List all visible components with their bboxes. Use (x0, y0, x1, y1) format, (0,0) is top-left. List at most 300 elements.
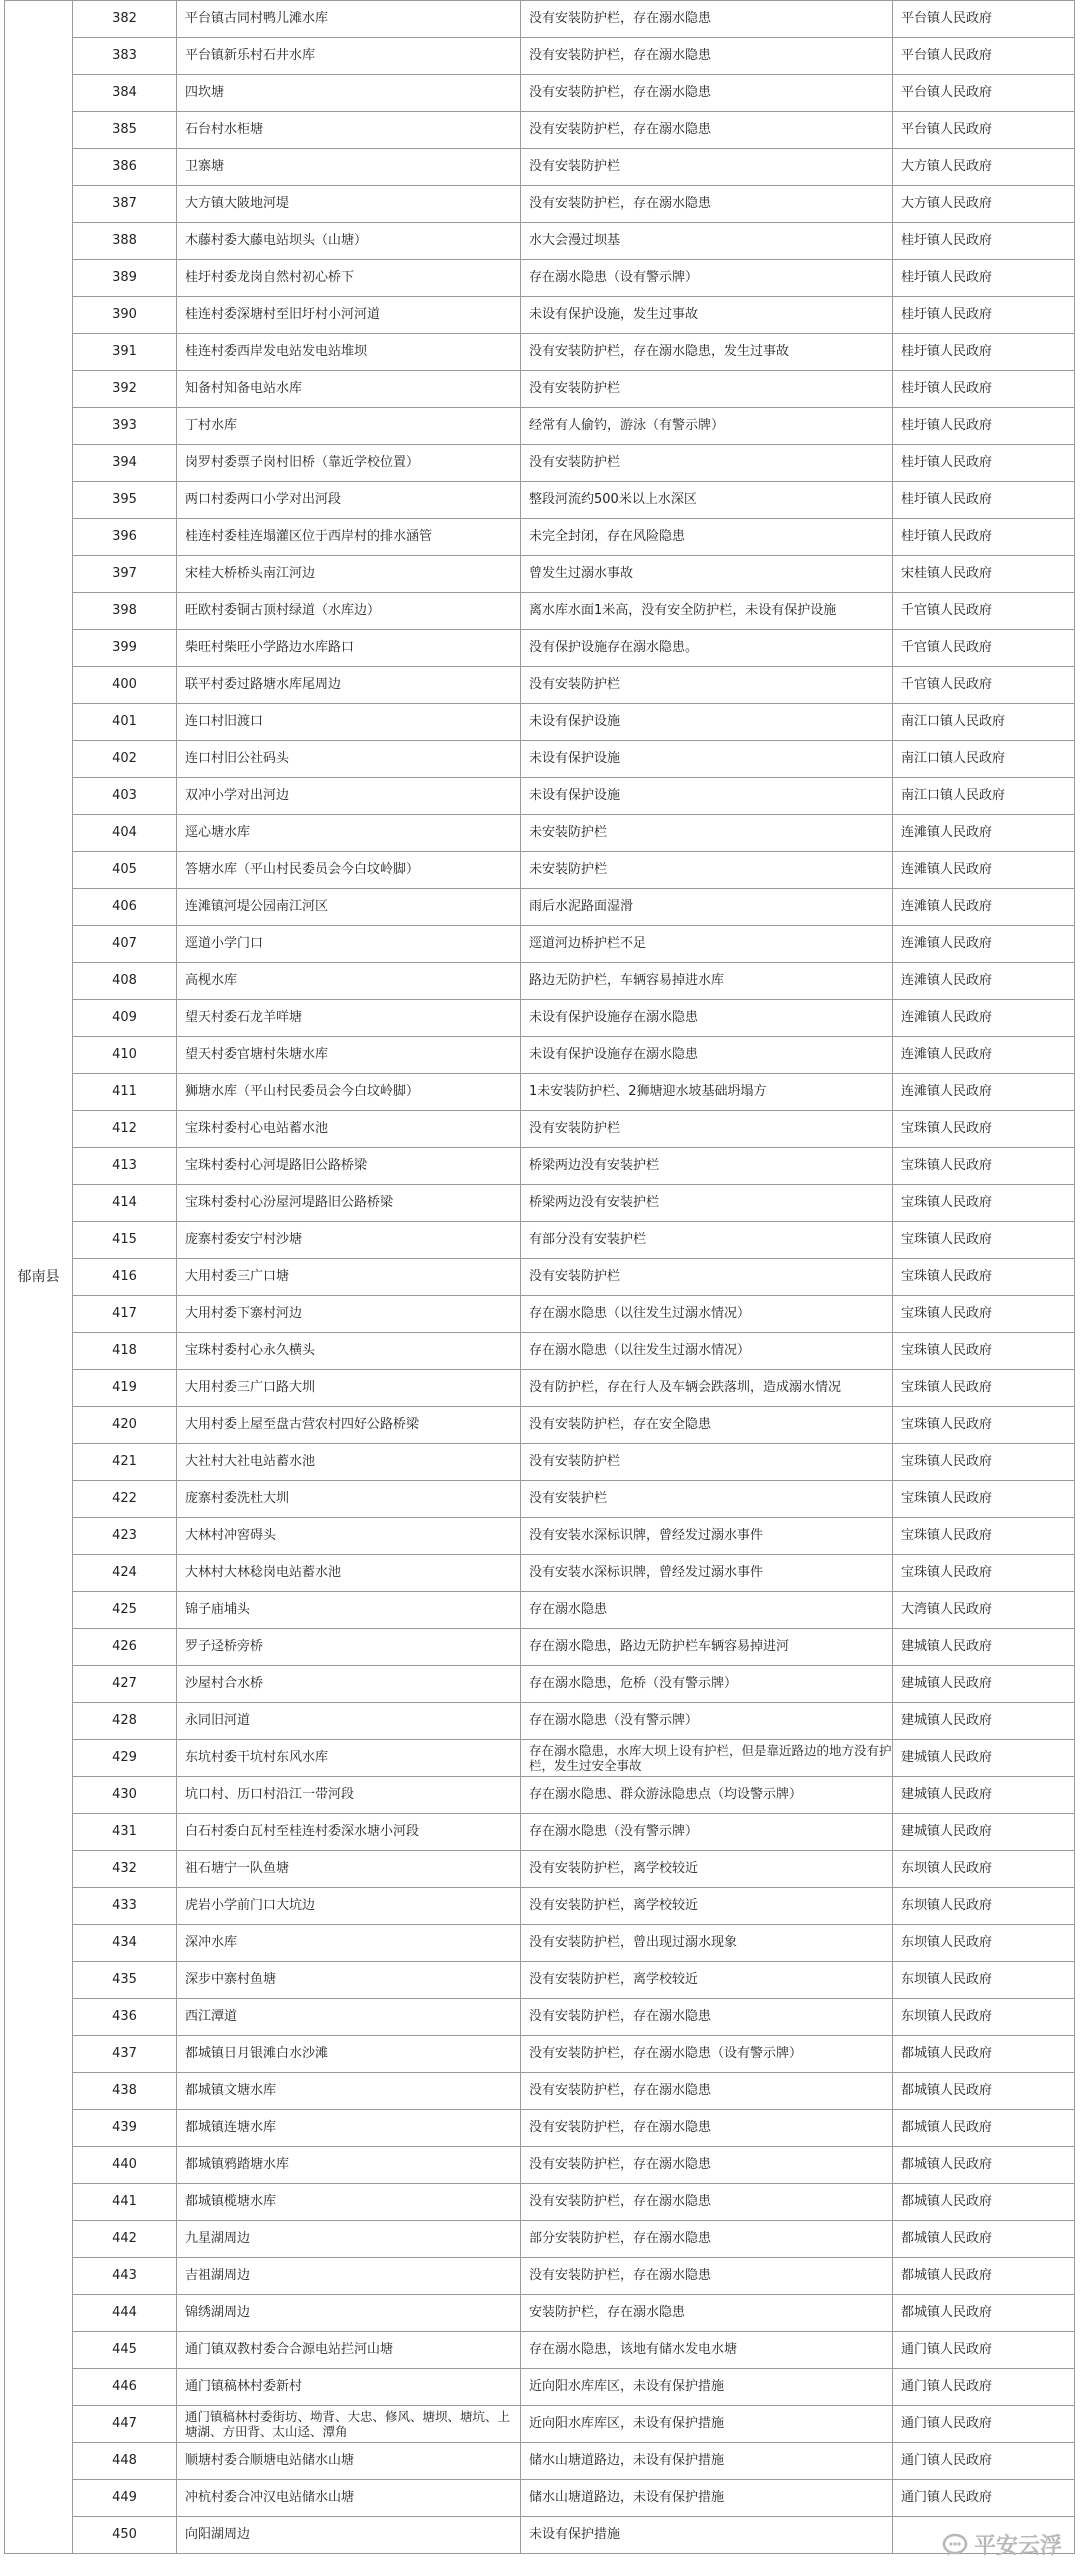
row-number: 444 (73, 2295, 177, 2332)
table-row (5, 1481, 1075, 1518)
table-row (5, 1370, 1075, 1407)
row-number: 413 (73, 1148, 177, 1185)
location-cell: 冲杭村委合冲汉电站储水山塘 (177, 2480, 521, 2517)
table-row (5, 1592, 1075, 1629)
row-number: 401 (73, 704, 177, 741)
location-cell: 卫寨塘 (177, 149, 521, 186)
location-cell: 大用村委下寨村河边 (177, 1296, 521, 1333)
table-row (5, 704, 1075, 741)
row-number: 441 (73, 2184, 177, 2221)
authority-cell: 通门镇人民政府 (893, 2406, 1075, 2443)
table-row (5, 2443, 1075, 2480)
table-row (5, 2184, 1075, 2221)
location-cell: 桂连村委深塘村至旧圩村小河河道 (177, 297, 521, 334)
authority-cell: 都城镇人民政府 (893, 2184, 1075, 2221)
row-number: 384 (73, 75, 177, 112)
location-cell: 吉祖湖周边 (177, 2258, 521, 2295)
authority-cell: 千官镇人民政府 (893, 667, 1075, 704)
table-row (5, 2258, 1075, 2295)
table-row (5, 2036, 1075, 2073)
table-row (5, 75, 1075, 112)
hazard-cell: 没有安装防护栏，存在溺水隐患 (521, 2073, 893, 2110)
location-cell: 东坑村委干坑村东风水库 (177, 1740, 521, 1777)
authority-cell: 连滩镇人民政府 (893, 1000, 1075, 1037)
table-row (5, 741, 1075, 778)
location-cell: 丁村水库 (177, 408, 521, 445)
authority-cell: 大方镇人民政府 (893, 149, 1075, 186)
hazard-cell: 未设有保护设施，发生过事故 (521, 297, 893, 334)
row-number: 386 (73, 149, 177, 186)
hazard-cell: 没有安装防护栏 (521, 1444, 893, 1481)
authority-cell: 通门镇人民政府 (893, 2332, 1075, 2369)
hazard-cell: 没有安装水深标识牌，曾经发过溺水事件 (521, 1518, 893, 1555)
location-cell: 逕道小学门口 (177, 926, 521, 963)
table-row (5, 297, 1075, 334)
location-cell: 沙屋村合水桥 (177, 1666, 521, 1703)
authority-cell: 都城镇人民政府 (893, 2110, 1075, 2147)
authority-cell: 平台镇人民政府 (893, 1, 1075, 38)
location-cell: 深步中寨村鱼塘 (177, 1962, 521, 1999)
table-row (5, 519, 1075, 556)
hazard-cell: 没有安装防护栏，存在溺水隐患 (521, 112, 893, 149)
table-row (5, 1222, 1075, 1259)
location-cell: 木藤村委大藤电站坝头（山塘） (177, 223, 521, 260)
hazard-cell: 经常有人偷钓，游泳（有警示牌） (521, 408, 893, 445)
row-number: 391 (73, 334, 177, 371)
authority-cell: 东坝镇人民政府 (893, 1888, 1075, 1925)
location-cell: 桂连村委西岸发电站发电站堆坝 (177, 334, 521, 371)
hazard-cell: 没有安装防护栏，离学校较近 (521, 1962, 893, 1999)
row-number: 423 (73, 1518, 177, 1555)
row-number: 421 (73, 1444, 177, 1481)
hazard-cell: 近向阳水库库区，未设有保护措施 (521, 2369, 893, 2406)
authority-cell: 东坝镇人民政府 (893, 1962, 1075, 1999)
hazard-cell: 有部分没有安装护栏 (521, 1222, 893, 1259)
location-cell: 宋桂大桥桥头南江河边 (177, 556, 521, 593)
table-row (5, 1925, 1075, 1962)
authority-cell: 建城镇人民政府 (893, 1777, 1075, 1814)
location-cell: 高枧水库 (177, 963, 521, 1000)
authority-cell: 连滩镇人民政府 (893, 815, 1075, 852)
authority-cell: 都城镇人民政府 (893, 2073, 1075, 2110)
row-number: 437 (73, 2036, 177, 2073)
row-number: 425 (73, 1592, 177, 1629)
table-row (5, 1518, 1075, 1555)
hazard-cell: 未设有保护设施存在溺水隐患 (521, 1000, 893, 1037)
table-row (5, 1111, 1075, 1148)
table-row (5, 1444, 1075, 1481)
authority-cell: 桂圩镇人民政府 (893, 334, 1075, 371)
location-cell: 宝珠村委村心电站蓄水池 (177, 1111, 521, 1148)
authority-cell: 宝珠镇人民政府 (893, 1370, 1075, 1407)
row-number: 433 (73, 1888, 177, 1925)
wechat-bubble-icon (942, 2532, 968, 2558)
authority-cell: 连滩镇人民政府 (893, 926, 1075, 963)
authority-cell: 平台镇人民政府 (893, 75, 1075, 112)
row-number: 436 (73, 1999, 177, 2036)
row-number: 408 (73, 963, 177, 1000)
authority-cell: 南江口镇人民政府 (893, 778, 1075, 815)
hazard-cell: 没有安装防护栏，存在溺水隐患 (521, 38, 893, 75)
hazard-cell: 没有安装防护栏 (521, 149, 893, 186)
authority-cell: 东坝镇人民政府 (893, 1999, 1075, 2036)
row-number: 404 (73, 815, 177, 852)
table-body (5, 1, 1075, 2554)
authority-cell: 宝珠镇人民政府 (893, 1518, 1075, 1555)
table-row (5, 2295, 1075, 2332)
authority-cell: 连滩镇人民政府 (893, 1037, 1075, 1074)
authority-cell: 平台镇人民政府 (893, 38, 1075, 75)
table-row (5, 1888, 1075, 1925)
authority-cell: 宝珠镇人民政府 (893, 1148, 1075, 1185)
table-row (5, 852, 1075, 889)
row-number: 428 (73, 1703, 177, 1740)
table-row (5, 223, 1075, 260)
hazard-cell: 储水山塘道路边，未设有保护措施 (521, 2443, 893, 2480)
county-cell: 郁南县 (5, 1, 73, 2554)
row-number: 396 (73, 519, 177, 556)
table-row (5, 1259, 1075, 1296)
authority-cell: 大方镇人民政府 (893, 186, 1075, 223)
table-row (5, 2073, 1075, 2110)
authority-cell: 千官镇人民政府 (893, 593, 1075, 630)
authority-cell: 大湾镇人民政府 (893, 1592, 1075, 1629)
table-row (5, 963, 1075, 1000)
hazard-cell: 没有安装防护栏，存在溺水隐患 (521, 2110, 893, 2147)
authority-cell: 宝珠镇人民政府 (893, 1111, 1075, 1148)
hazard-cell: 未设有保护措施 (521, 2517, 893, 2554)
row-number: 440 (73, 2147, 177, 2184)
row-number: 383 (73, 38, 177, 75)
hazard-cell: 水大会漫过坝基 (521, 223, 893, 260)
location-cell: 望天村委石龙羊咩塘 (177, 1000, 521, 1037)
hazard-cell: 未设有保护设施 (521, 704, 893, 741)
location-cell: 锦绣湖周边 (177, 2295, 521, 2332)
hazard-cell: 雨后水泥路面湿滑 (521, 889, 893, 926)
hazard-cell: 没有安装防护栏，存在安全隐患 (521, 1407, 893, 1444)
table-row (5, 630, 1075, 667)
row-number: 412 (73, 1111, 177, 1148)
hazard-cell: 逕道河边桥护栏不足 (521, 926, 893, 963)
row-number: 387 (73, 186, 177, 223)
location-cell: 庞寨村委安宁村沙塘 (177, 1222, 521, 1259)
table-row (5, 1851, 1075, 1888)
authority-cell: 桂圩镇人民政府 (893, 260, 1075, 297)
location-cell: 答塘水库（平山村民委员会今白坟岭脚） (177, 852, 521, 889)
table-row (5, 1, 1075, 38)
row-number: 432 (73, 1851, 177, 1888)
table-row (5, 260, 1075, 297)
hazard-cell: 部分安装防护栏，存在溺水隐患 (521, 2221, 893, 2258)
hazard-cell: 未设有保护设施存在溺水隐患 (521, 1037, 893, 1074)
table-row (5, 1962, 1075, 1999)
row-number: 424 (73, 1555, 177, 1592)
row-number: 427 (73, 1666, 177, 1703)
table-row (5, 1740, 1075, 1777)
hazard-cell: 近向阳水库库区，未设有保护措施 (521, 2406, 893, 2443)
location-cell: 柴旺村柴旺小学路边水库路口 (177, 630, 521, 667)
hazard-cell: 没有安装防护栏 (521, 1259, 893, 1296)
row-number: 448 (73, 2443, 177, 2480)
row-number: 450 (73, 2517, 177, 2554)
row-number: 449 (73, 2480, 177, 2517)
hazard-cell: 没有安装防护栏，离学校较近 (521, 1851, 893, 1888)
row-number: 443 (73, 2258, 177, 2295)
authority-cell: 宝珠镇人民政府 (893, 1481, 1075, 1518)
table-row (5, 38, 1075, 75)
location-cell: 庞寨村委洗杜大圳 (177, 1481, 521, 1518)
drowning-hazard-table (4, 0, 1075, 2554)
table-row (5, 1814, 1075, 1851)
table-row (5, 1666, 1075, 1703)
hazard-cell: 没有安装护栏 (521, 1481, 893, 1518)
location-cell: 都城镇文塘水库 (177, 2073, 521, 2110)
hazard-cell: 没有安装防护栏，曾出现过溺水现象 (521, 1925, 893, 1962)
row-number: 442 (73, 2221, 177, 2258)
authority-cell: 南江口镇人民政府 (893, 704, 1075, 741)
hazard-cell: 没有安装防护栏，存在溺水隐患 (521, 2258, 893, 2295)
authority-cell: 建城镇人民政府 (893, 1814, 1075, 1851)
location-cell: 两口村委两口小学对出河段 (177, 482, 521, 519)
location-cell: 望天村委官塘村朱塘水库 (177, 1037, 521, 1074)
authority-cell: 桂圩镇人民政府 (893, 223, 1075, 260)
hazard-cell: 桥梁两边没有安装护栏 (521, 1148, 893, 1185)
table-row (5, 1777, 1075, 1814)
row-number: 415 (73, 1222, 177, 1259)
row-number: 406 (73, 889, 177, 926)
authority-cell: 宝珠镇人民政府 (893, 1444, 1075, 1481)
table-row (5, 889, 1075, 926)
hazard-cell: 路边无防护栏，车辆容易掉进水库 (521, 963, 893, 1000)
authority-cell: 通门镇人民政府 (893, 2369, 1075, 2406)
table-row (5, 2517, 1075, 2554)
table-row (5, 408, 1075, 445)
row-number: 388 (73, 223, 177, 260)
table-row (5, 593, 1075, 630)
hazard-cell: 没有安装防护栏 (521, 371, 893, 408)
table-row (5, 482, 1075, 519)
hazard-cell: 未安装防护栏 (521, 815, 893, 852)
authority-cell: 宝珠镇人民政府 (893, 1185, 1075, 1222)
table-row (5, 778, 1075, 815)
location-cell: 白石村委白瓦村至桂连村委深水塘小河段 (177, 1814, 521, 1851)
hazard-cell: 没有安装防护栏，存在溺水隐患 (521, 186, 893, 223)
hazard-cell: 没有安装防护栏 (521, 667, 893, 704)
table-row (5, 667, 1075, 704)
hazard-cell: 未安装防护栏 (521, 852, 893, 889)
authority-cell: 宋桂镇人民政府 (893, 556, 1075, 593)
location-cell: 都城镇日月银滩白水沙滩 (177, 2036, 521, 2073)
hazard-cell: 没有安装防护栏，存在溺水隐患 (521, 1, 893, 38)
row-number: 434 (73, 1925, 177, 1962)
location-cell: 罗子迳桥旁桥 (177, 1629, 521, 1666)
hazard-cell: 存在溺水隐患（以往发生过溺水情况） (521, 1296, 893, 1333)
row-number: 445 (73, 2332, 177, 2369)
location-cell: 都城镇榄塘水库 (177, 2184, 521, 2221)
location-cell: 连口村旧渡口 (177, 704, 521, 741)
location-cell: 大林村大林稔岗电站蓄水池 (177, 1555, 521, 1592)
location-cell: 知备村知备电站水库 (177, 371, 521, 408)
row-number: 435 (73, 1962, 177, 1999)
table-row (5, 1185, 1075, 1222)
hazard-cell: 没有防护栏，存在行人及车辆会跌落圳，造成溺水情况 (521, 1370, 893, 1407)
location-cell: 桂连村委桂连塌灌区位于西岸村的排水涵管 (177, 519, 521, 556)
row-number: 398 (73, 593, 177, 630)
location-cell: 平台镇新乐村石井水库 (177, 38, 521, 75)
hazard-cell: 没有安装水深标识牌，曾经发过溺水事件 (521, 1555, 893, 1592)
location-cell: 通门镇稿林村委街坊、坳背、大忠、修风、塘坝、塘坑、上塘湖、方田背、太山迳、潭角 (177, 2406, 521, 2443)
authority-cell: 桂圩镇人民政府 (893, 482, 1075, 519)
hazard-cell: 没有保护设施存在溺水隐患。 (521, 630, 893, 667)
hazard-cell: 没有安装防护栏，存在溺水隐患 (521, 2147, 893, 2184)
hazard-cell: 存在溺水隐患 (521, 1592, 893, 1629)
hazard-cell: 未设有保护设施 (521, 741, 893, 778)
table-row (5, 1000, 1075, 1037)
row-number: 411 (73, 1074, 177, 1111)
row-number: 393 (73, 408, 177, 445)
authority-cell: 建城镇人民政府 (893, 1666, 1075, 1703)
hazard-cell: 存在溺水隐患，路边无防护栏车辆容易掉进河 (521, 1629, 893, 1666)
row-number: 403 (73, 778, 177, 815)
location-cell: 连口村旧公社码头 (177, 741, 521, 778)
row-number: 395 (73, 482, 177, 519)
location-cell: 狮塘水库（平山村民委员会今白坟岭脚） (177, 1074, 521, 1111)
authority-cell: 南江口镇人民政府 (893, 741, 1075, 778)
row-number: 397 (73, 556, 177, 593)
location-cell: 四坎塘 (177, 75, 521, 112)
hazard-cell: 没有安装防护栏 (521, 1111, 893, 1148)
hazard-cell: 存在溺水隐患，危桥（没有警示牌） (521, 1666, 893, 1703)
authority-cell: 建城镇人民政府 (893, 1629, 1075, 1666)
location-cell: 深冲水库 (177, 1925, 521, 1962)
row-number: 400 (73, 667, 177, 704)
authority-cell: 建城镇人民政府 (893, 1740, 1075, 1777)
table-row (5, 1555, 1075, 1592)
row-number: 390 (73, 297, 177, 334)
authority-cell: 都城镇人民政府 (893, 2147, 1075, 2184)
location-cell: 宝珠村委村心汾屋河堤路旧公路桥梁 (177, 1185, 521, 1222)
hazard-cell: 未设有保护设施 (521, 778, 893, 815)
table-row (5, 926, 1075, 963)
row-number: 392 (73, 371, 177, 408)
authority-cell: 桂圩镇人民政府 (893, 408, 1075, 445)
authority-cell: 宝珠镇人民政府 (893, 1555, 1075, 1592)
authority-cell: 连滩镇人民政府 (893, 889, 1075, 926)
row-number: 447 (73, 2406, 177, 2443)
table-row (5, 815, 1075, 852)
location-cell: 都城镇连塘水库 (177, 2110, 521, 2147)
table-row (5, 2332, 1075, 2369)
location-cell: 西江潭道 (177, 1999, 521, 2036)
location-cell: 宝珠村委村心永久横头 (177, 1333, 521, 1370)
location-cell: 大用村委三广口塘 (177, 1259, 521, 1296)
location-cell: 都城镇鸦踏塘水库 (177, 2147, 521, 2184)
location-cell: 虎岩小学前门口大坑边 (177, 1888, 521, 1925)
location-cell: 桂圩村委龙岗自然村初心桥下 (177, 260, 521, 297)
location-cell: 大用村委上屋至盘古营农村四好公路桥梁 (177, 1407, 521, 1444)
location-cell: 联平村委过路塘水库尾周边 (177, 667, 521, 704)
row-number: 417 (73, 1296, 177, 1333)
hazard-cell: 未完全封闭，存在风险隐患 (521, 519, 893, 556)
location-cell: 宝珠村委村心河堤路旧公路桥梁 (177, 1148, 521, 1185)
row-number: 416 (73, 1259, 177, 1296)
hazard-cell: 离水库水面1米高，没有安全防护栏，未设有保护设施 (521, 593, 893, 630)
authority-cell: 宝珠镇人民政府 (893, 1407, 1075, 1444)
table-row (5, 2480, 1075, 2517)
location-cell: 坑口村、历口村沿江一带河段 (177, 1777, 521, 1814)
authority-cell: 宝珠镇人民政府 (893, 1296, 1075, 1333)
authority-cell: 通门镇人民政府 (893, 2443, 1075, 2480)
location-cell: 顺塘村委合顺塘电站储水山塘 (177, 2443, 521, 2480)
hazard-cell: 1未安装防护栏、2狮塘迎水坡基础坍塌方 (521, 1074, 893, 1111)
row-number: 446 (73, 2369, 177, 2406)
location-cell: 通门镇稿林村委新村 (177, 2369, 521, 2406)
row-number: 399 (73, 630, 177, 667)
table-row (5, 1407, 1075, 1444)
table-row (5, 371, 1075, 408)
authority-cell: 桂圩镇人民政府 (893, 371, 1075, 408)
row-number: 389 (73, 260, 177, 297)
authority-cell: 东坝镇人民政府 (893, 1851, 1075, 1888)
row-number: 407 (73, 926, 177, 963)
row-number: 420 (73, 1407, 177, 1444)
table-row (5, 149, 1075, 186)
hazard-cell: 存在溺水隐患（设有警示牌） (521, 260, 893, 297)
hazard-cell: 没有安装防护栏，存在溺水隐患 (521, 1999, 893, 2036)
hazard-cell: 没有安装防护栏 (521, 445, 893, 482)
hazard-cell: 没有安装防护栏，存在溺水隐患，发生过事故 (521, 334, 893, 371)
table-row (5, 334, 1075, 371)
hazard-cell: 没有安装防护栏，存在溺水隐患 (521, 2184, 893, 2221)
location-cell: 平台镇古同村鸭儿滩水库 (177, 1, 521, 38)
hazard-cell: 存在溺水隐患（没有警示牌） (521, 1703, 893, 1740)
authority-cell: 连滩镇人民政府 (893, 852, 1075, 889)
hazard-cell: 没有安装防护栏，存在溺水隐患（设有警示牌） (521, 2036, 893, 2073)
authority-cell: 都城镇人民政府 (893, 2221, 1075, 2258)
hazard-cell: 没有安装防护栏，离学校较近 (521, 1888, 893, 1925)
hazard-cell: 桥梁两边没有安装护栏 (521, 1185, 893, 1222)
row-number: 382 (73, 1, 177, 38)
authority-cell: 通门镇人民政府 (893, 2480, 1075, 2517)
table-row (5, 1629, 1075, 1666)
authority-cell: 宝珠镇人民政府 (893, 1333, 1075, 1370)
table-row (5, 1296, 1075, 1333)
location-cell: 逕心塘水库 (177, 815, 521, 852)
hazard-cell: 储水山塘道路边，未设有保护措施 (521, 2480, 893, 2517)
location-cell: 锦子庙埔头 (177, 1592, 521, 1629)
authority-cell: 连滩镇人民政府 (893, 963, 1075, 1000)
location-cell: 岗罗村委票子岗村旧桥（靠近学校位置） (177, 445, 521, 482)
hazard-cell: 曾发生过溺水事故 (521, 556, 893, 593)
location-cell: 永同旧河道 (177, 1703, 521, 1740)
authority-cell: 平台镇人民政府 (893, 112, 1075, 149)
authority-cell: 千官镇人民政府 (893, 630, 1075, 667)
hazard-cell: 存在溺水隐患（以往发生过溺水情况） (521, 1333, 893, 1370)
hazard-cell: 存在溺水隐患，该地有储水发电水塘 (521, 2332, 893, 2369)
row-number: 438 (73, 2073, 177, 2110)
row-number: 402 (73, 741, 177, 778)
table-row (5, 1037, 1075, 1074)
location-cell: 向阳湖周边 (177, 2517, 521, 2554)
authority-cell: 建城镇人民政府 (893, 1703, 1075, 1740)
row-number: 414 (73, 1185, 177, 1222)
row-number: 431 (73, 1814, 177, 1851)
hazard-cell: 没有安装防护栏，存在溺水隐患 (521, 75, 893, 112)
row-number: 426 (73, 1629, 177, 1666)
hazard-cell: 存在溺水隐患，水库大坝上设有护栏，但是靠近路边的地方没有护栏，发生过安全事故 (521, 1740, 893, 1777)
hazard-cell: 存在溺水隐患、群众游泳隐患点（均设警示牌） (521, 1777, 893, 1814)
authority-cell: 东坝镇人民政府 (893, 1925, 1075, 1962)
